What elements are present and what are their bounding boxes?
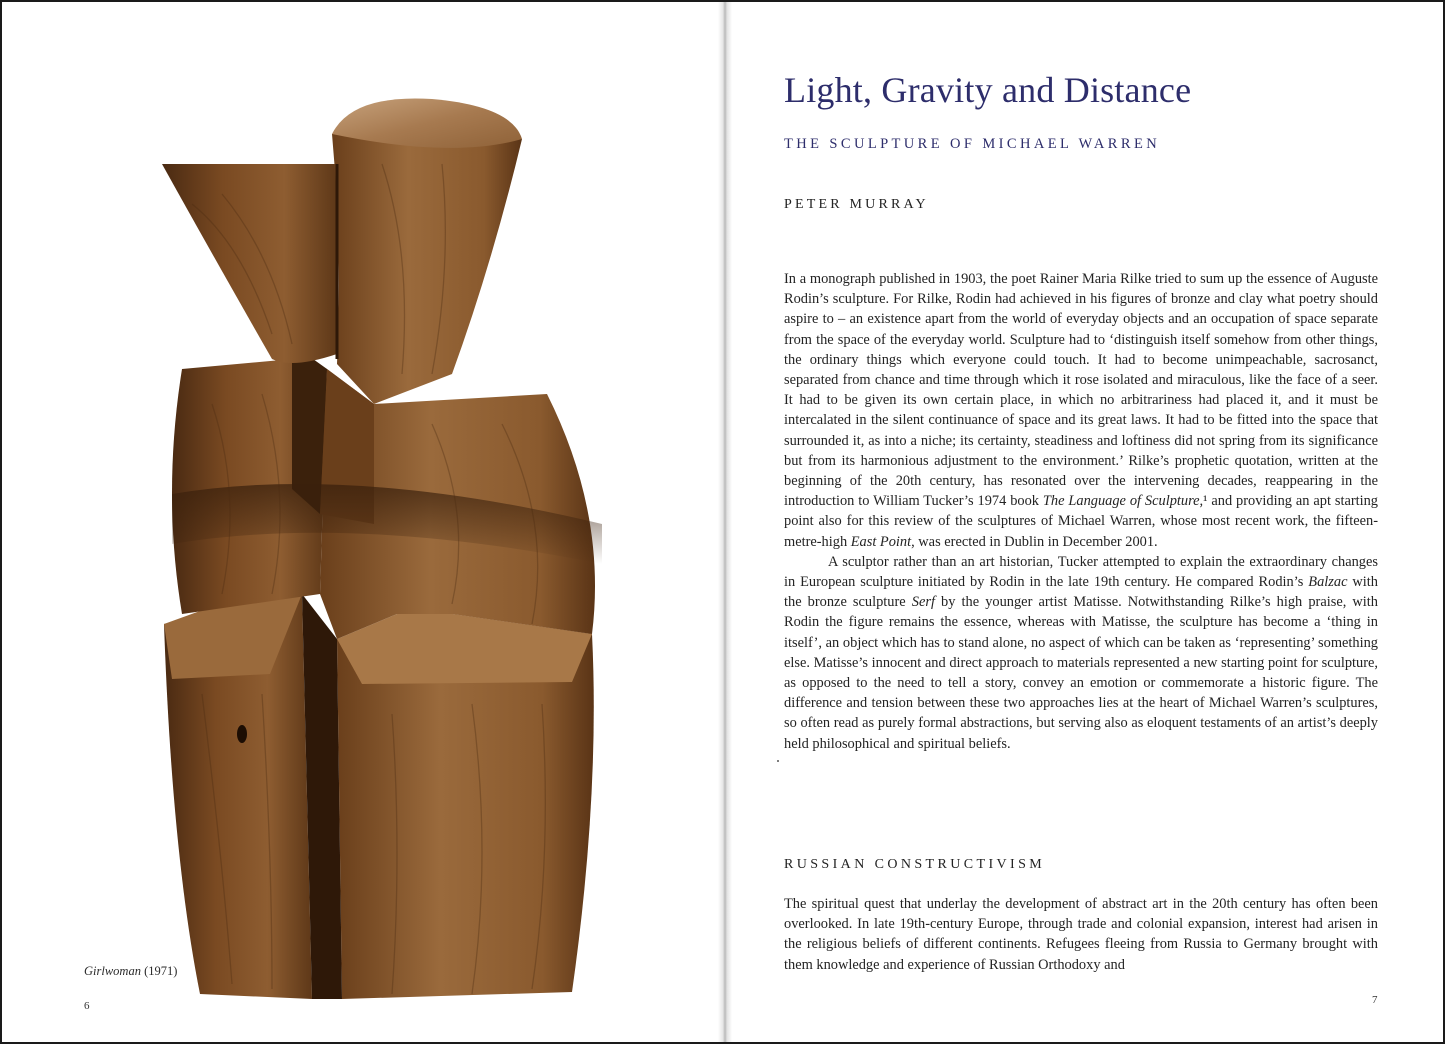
image-caption [84, 964, 177, 979]
article-title: Light, Gravity and Distance [784, 70, 1192, 110]
text-run: with the bronze sculpture [784, 574, 1378, 611]
article-subtitle: THE SCULPTURE OF MICHAEL WARREN [784, 136, 1161, 152]
caption-title: Girlwoman [84, 964, 141, 978]
book-gutter [718, 2, 732, 1042]
margin-mark [777, 760, 779, 762]
paragraph-3 [784, 894, 1378, 975]
text-run: by the younger artist Matisse. Notwithstanding Rilke’s high praise, with Rodin the figure remains the essence, whereas with Matisse, the sculpture has become a ‘thing in itself’, an object which has to stand alone, no aspect of which can be taken as ‘representing’ something else. Matisse’s innocent and direct approach to materials represented a new starting point for sculpture, as opposed to the need to tell a story, convey an emotion or commemorate a historic figure. The difference and tension between these two approaches lies at the heart of Michael Warren’s sculptures, so often read as purely formal abstractions, but serving also as eloquent testaments of an artist’s deeply held philosophical and spiritual beliefs. [784, 594, 1378, 752]
right-page [732, 2, 1443, 1042]
text-run: In a monograph published in 1903, the poet Rainer Maria Rilke tried to sum up the essence of Auguste Rodin’s sculpture. For Rilke, Rodin had achieved in his figures of bronze and clay what poetry should aspire to – an existence apart from the world of everyday objects and an occupation of space separate from the space of the everyday world. Sculpture had to ‘distinguish itself somehow from other things, the ordinary things which everyone could touch. It had to become unimpeachable, sacrosanct, separated from chance and time through which it rose isolated and miraculous, like the face of a seer. It had to be given its own certain place, in which no arbitrariness had placed it, and it must be intercalated in the silent continuance of space and its great laws. It had to be fitted into the space that surrounded it, as into a niche; its certainty, steadiness and loftiness did not spring from its significance but from its harmonious adjustment to the environment.’ Rilke’s prophetic quotation, written at the beginning of the 20th century, has resonated over the intervening decades, reappearing in the introduction to William Tucker’s 1974 book [784, 271, 1378, 510]
page-number-left: 6 [84, 1000, 90, 1012]
girlwoman-sculpture-image [152, 94, 612, 1014]
body-text-intro [784, 269, 1378, 754]
italic-title: Serf [911, 594, 935, 611]
paragraph-1 [784, 269, 1378, 552]
page-number-right: 7 [1372, 994, 1378, 1006]
text-run: The spiritual quest that underlay the development of abstract art in the 20th century has often been overlooked. In late 19th-century Europe, through trade and colonial expansion, interest had arisen in the religious beliefs of different continents. Refugees fleeing from Russia to Germany brought with them knowledge and experience of Russian Orthodoxy and [784, 896, 1378, 973]
section-heading: RUSSIAN CONSTRUCTIVISM [784, 857, 1046, 872]
text-run: ¹ and providing an apt starting point also for this review of the sculptures of Michael Warren, whose most recent work, the fifteen-metre-high [784, 493, 1379, 550]
italic-title: The Language of Sculpture, [1042, 493, 1204, 510]
article-author: PETER MURRAY [784, 197, 929, 212]
italic-title: East Point [850, 533, 912, 550]
text-run: , was erected in Dublin in December 2001. [911, 533, 1158, 550]
text-run: A sculptor rather than an art historian, Tucker attempted to explain the extraordinary changes in European sculpture initiated by Rodin in the late 19th century. He compared Rodin’s [784, 553, 1378, 591]
italic-title: Balzac [1308, 574, 1348, 591]
left-page [2, 2, 720, 1042]
body-text-section [784, 894, 1378, 975]
paragraph-2 [784, 552, 1378, 754]
caption-year: (1971) [144, 964, 178, 978]
